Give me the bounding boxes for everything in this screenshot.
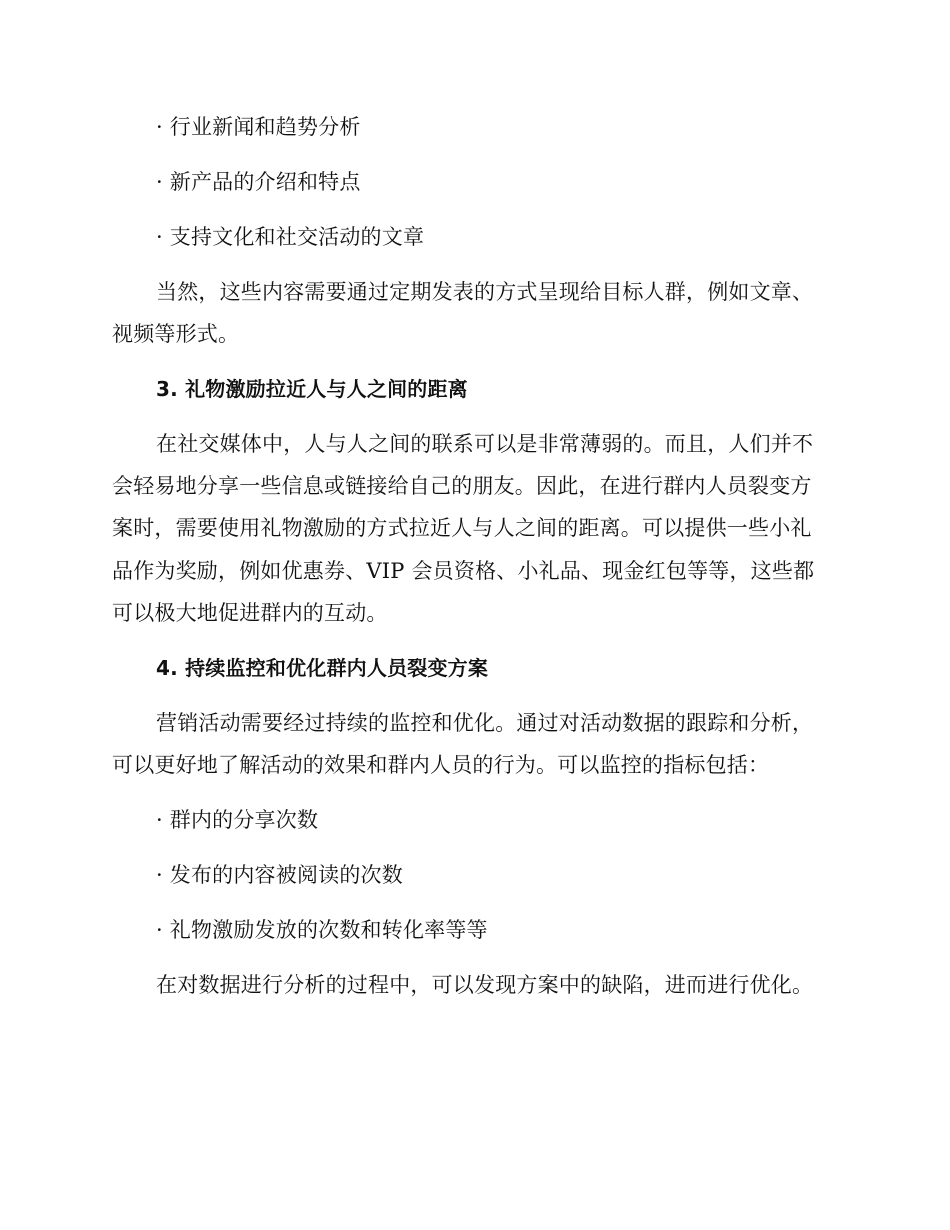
paragraph-line: 案时，需要使用礼物激励的方式拉近人与人之间的距离。可以提供一些小礼 bbox=[112, 516, 812, 540]
paragraph-line: 品作为奖励，例如优惠券、VIP 会员资格、小礼品、现金红包等等，这些都 bbox=[112, 559, 815, 583]
section-heading: 3. 礼物激励拉近人与人之间的距离 bbox=[156, 377, 468, 401]
paragraph-line: 可以极大地促进群内的互动。 bbox=[112, 601, 388, 625]
paragraph-line: 会轻易地分享一些信息或链接给自己的朋友。因此，在进行群内人员裂变方 bbox=[112, 474, 812, 498]
bullet-item: · 发布的内容被阅读的次数 bbox=[156, 863, 403, 887]
paragraph-line: 在对数据进行分析的过程中，可以发现方案中的缺陷，进而进行优化。 bbox=[156, 973, 814, 997]
paragraph-line: 可以更好地了解活动的效果和群内人员的行为。可以监控的指标包括： bbox=[112, 753, 770, 777]
paragraph-line: 营销活动需要经过持续的监控和优化。通过对活动数据的跟踪和分析， bbox=[156, 711, 814, 735]
bullet-item: · 礼物激励发放的次数和转化率等等 bbox=[156, 918, 488, 942]
bullet-item: · 行业新闻和趋势分析 bbox=[156, 115, 361, 139]
paragraph-line: 在社交媒体中，人与人之间的联系可以是非常薄弱的。而且，人们并不 bbox=[156, 432, 814, 456]
section-heading: 4. 持续监控和优化群内人员裂变方案 bbox=[156, 656, 489, 680]
paragraph-line: 当然，这些内容需要通过定期发表的方式呈现给目标人群，例如文章、 bbox=[156, 280, 814, 304]
paragraph-line: 视频等形式。 bbox=[112, 322, 240, 346]
bullet-item: · 新产品的介绍和特点 bbox=[156, 170, 361, 194]
bullet-item: · 支持文化和社交活动的文章 bbox=[156, 225, 425, 249]
bullet-item: · 群内的分享次数 bbox=[156, 808, 319, 832]
